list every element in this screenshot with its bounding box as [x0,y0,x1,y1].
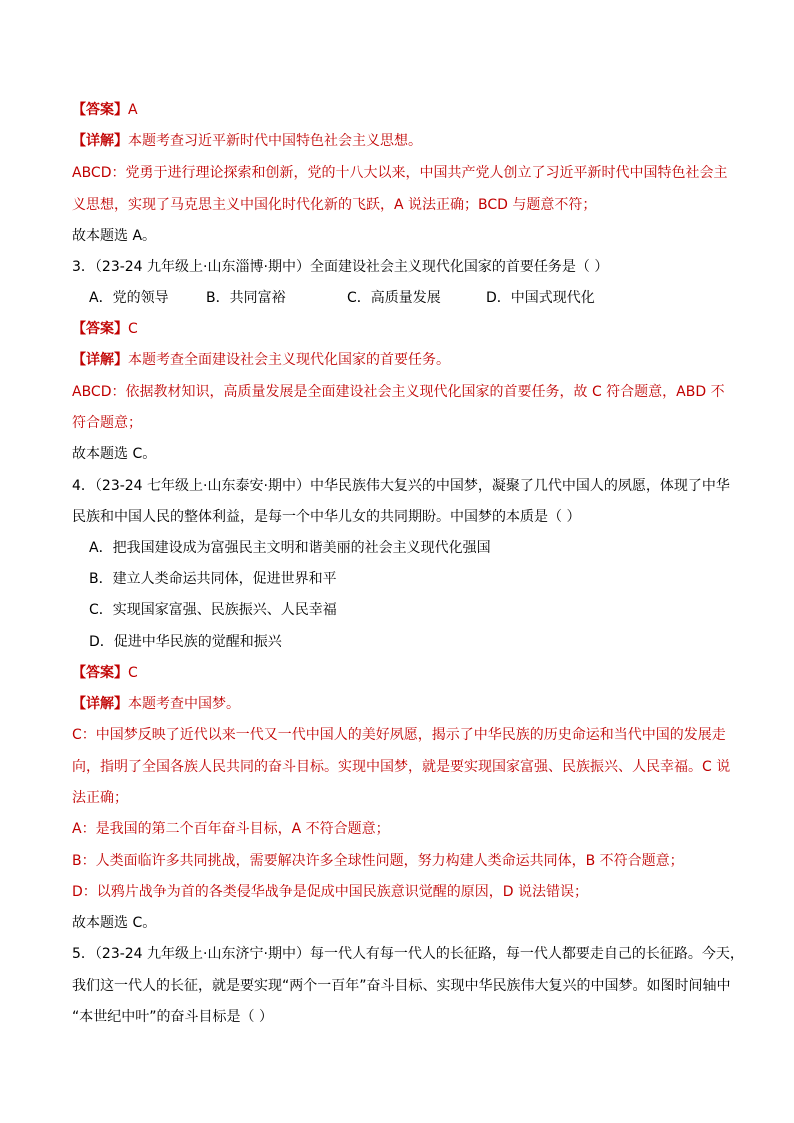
q4-detail-line [72,694,240,714]
q4-option-a: A．把我国建设成为富强民主文明和谐美丽的社会主义现代化强国 [89,540,491,556]
answer-value: C [128,321,138,337]
q4-option-d: D．促进中华民族的觉醒和振兴 [89,634,282,650]
q3-stem: 3．（23-24 九年级上·山东淄博·期中）全面建设社会主义现代化国家的首要任务是（ ） [72,259,609,275]
q4-explanation-a: A：是我国的第二个百年奋斗目标，A 不符合题意； [72,821,390,837]
q4-stem-line-2: 民族和中国人民的整体利益，是每一个中华儿女的共同期盼。中国梦的本质是（ ） [72,509,581,525]
q3-explanation-line-1: ABCD：依据教材知识，高质量发展是全面建设社会主义现代化国家的首要任务，故 C 符合题意，ABD 不 [72,384,725,400]
detail-text: 本题考查习近平新时代中国特色社会主义思想。 [128,133,422,149]
q5-stem-line-3: “本世纪中叶”的奋斗目标是（ ） [72,1009,273,1025]
q3-options [89,288,595,308]
q5-stem-line-1: 5．（23-24 九年级上·山东济宁·期中）每一代人有每一代人的长征路，每一代人都要走自己的长征路。今天， [72,946,744,962]
q3-answer-line [72,319,138,339]
q2-explanation-line-1: ABCD：党勇于进行理论探索和创新，党的十八大以来，中国共产党人创立了习近平新时代中国特色社会主 [72,165,728,181]
q4-explanation-c-line-2: 向，指明了全国各族人民共同的奋斗目标。实现中国梦，就是要实现国家富强、民族振兴、人民幸福。C 说 [72,759,731,775]
q4-answer-line [72,663,138,683]
q3-option-b: B．共同富裕 [206,290,286,306]
q2-conclusion: 故本题选 A。 [72,228,157,244]
q4-explanation-b: B：人类面临许多共同挑战，需要解决许多全球性问题，努力构建人类命运共同体，B 不符合题意； [72,853,684,869]
answer-value: C [128,665,138,681]
q4-explanation-c-line-3: 法正确； [72,790,128,806]
detail-tag: 【详解】 [72,696,128,712]
q4-explanation-c-line-1: C：中国梦反映了近代以来一代又一代中国人的美好夙愿，揭示了中华民族的历史命运和当代中国的发展走 [72,727,726,743]
q3-option-a: A．党的领导 [89,290,169,306]
detail-tag: 【详解】 [72,352,128,368]
q5-stem-line-2: 我们这一代人的长征，就是要实现“两个一百年”奋斗目标、实现中华民族伟大复兴的中国梦。如图时间轴中 [72,978,731,994]
q2-explanation-line-2: 义思想，实现了马克思主义中国化时代化新的飞跃，A 说法正确；BCD 与题意不符； [72,197,597,213]
q4-option-b: B．建立人类命运共同体，促进世界和平 [89,571,337,587]
q3-option-d: D．中国式现代化 [486,290,595,306]
q3-conclusion: 故本题选 C。 [72,446,157,462]
q3-option-c: C．高质量发展 [347,290,441,306]
detail-text: 本题考查全面建设社会主义现代化国家的首要任务。 [128,352,450,368]
answer-tag: 【答案】 [72,321,128,337]
answer-tag: 【答案】 [72,665,128,681]
detail-tag: 【详解】 [72,133,128,149]
answer-tag: 【答案】 [72,102,128,118]
q4-conclusion: 故本题选 C。 [72,915,157,931]
q2-detail-line [72,131,422,151]
q4-stem-line-1: 4．（23-24 七年级上·山东泰安·期中）中华民族伟大复兴的中国梦，凝聚了几代中国人的夙愿，体现了中华 [72,478,730,494]
answer-value: A [128,102,138,118]
q3-detail-line [72,350,450,370]
detail-text: 本题考查中国梦。 [128,696,240,712]
q3-explanation-line-2: 符合题意； [72,415,142,431]
q4-option-c: C．实现国家富强、民族振兴、人民幸福 [89,602,337,618]
q4-explanation-d: D：以鸦片战争为首的各类侵华战争是促成中国民族意识觉醒的原因，D 说法错误； [72,884,589,900]
q2-answer-line [72,100,138,120]
